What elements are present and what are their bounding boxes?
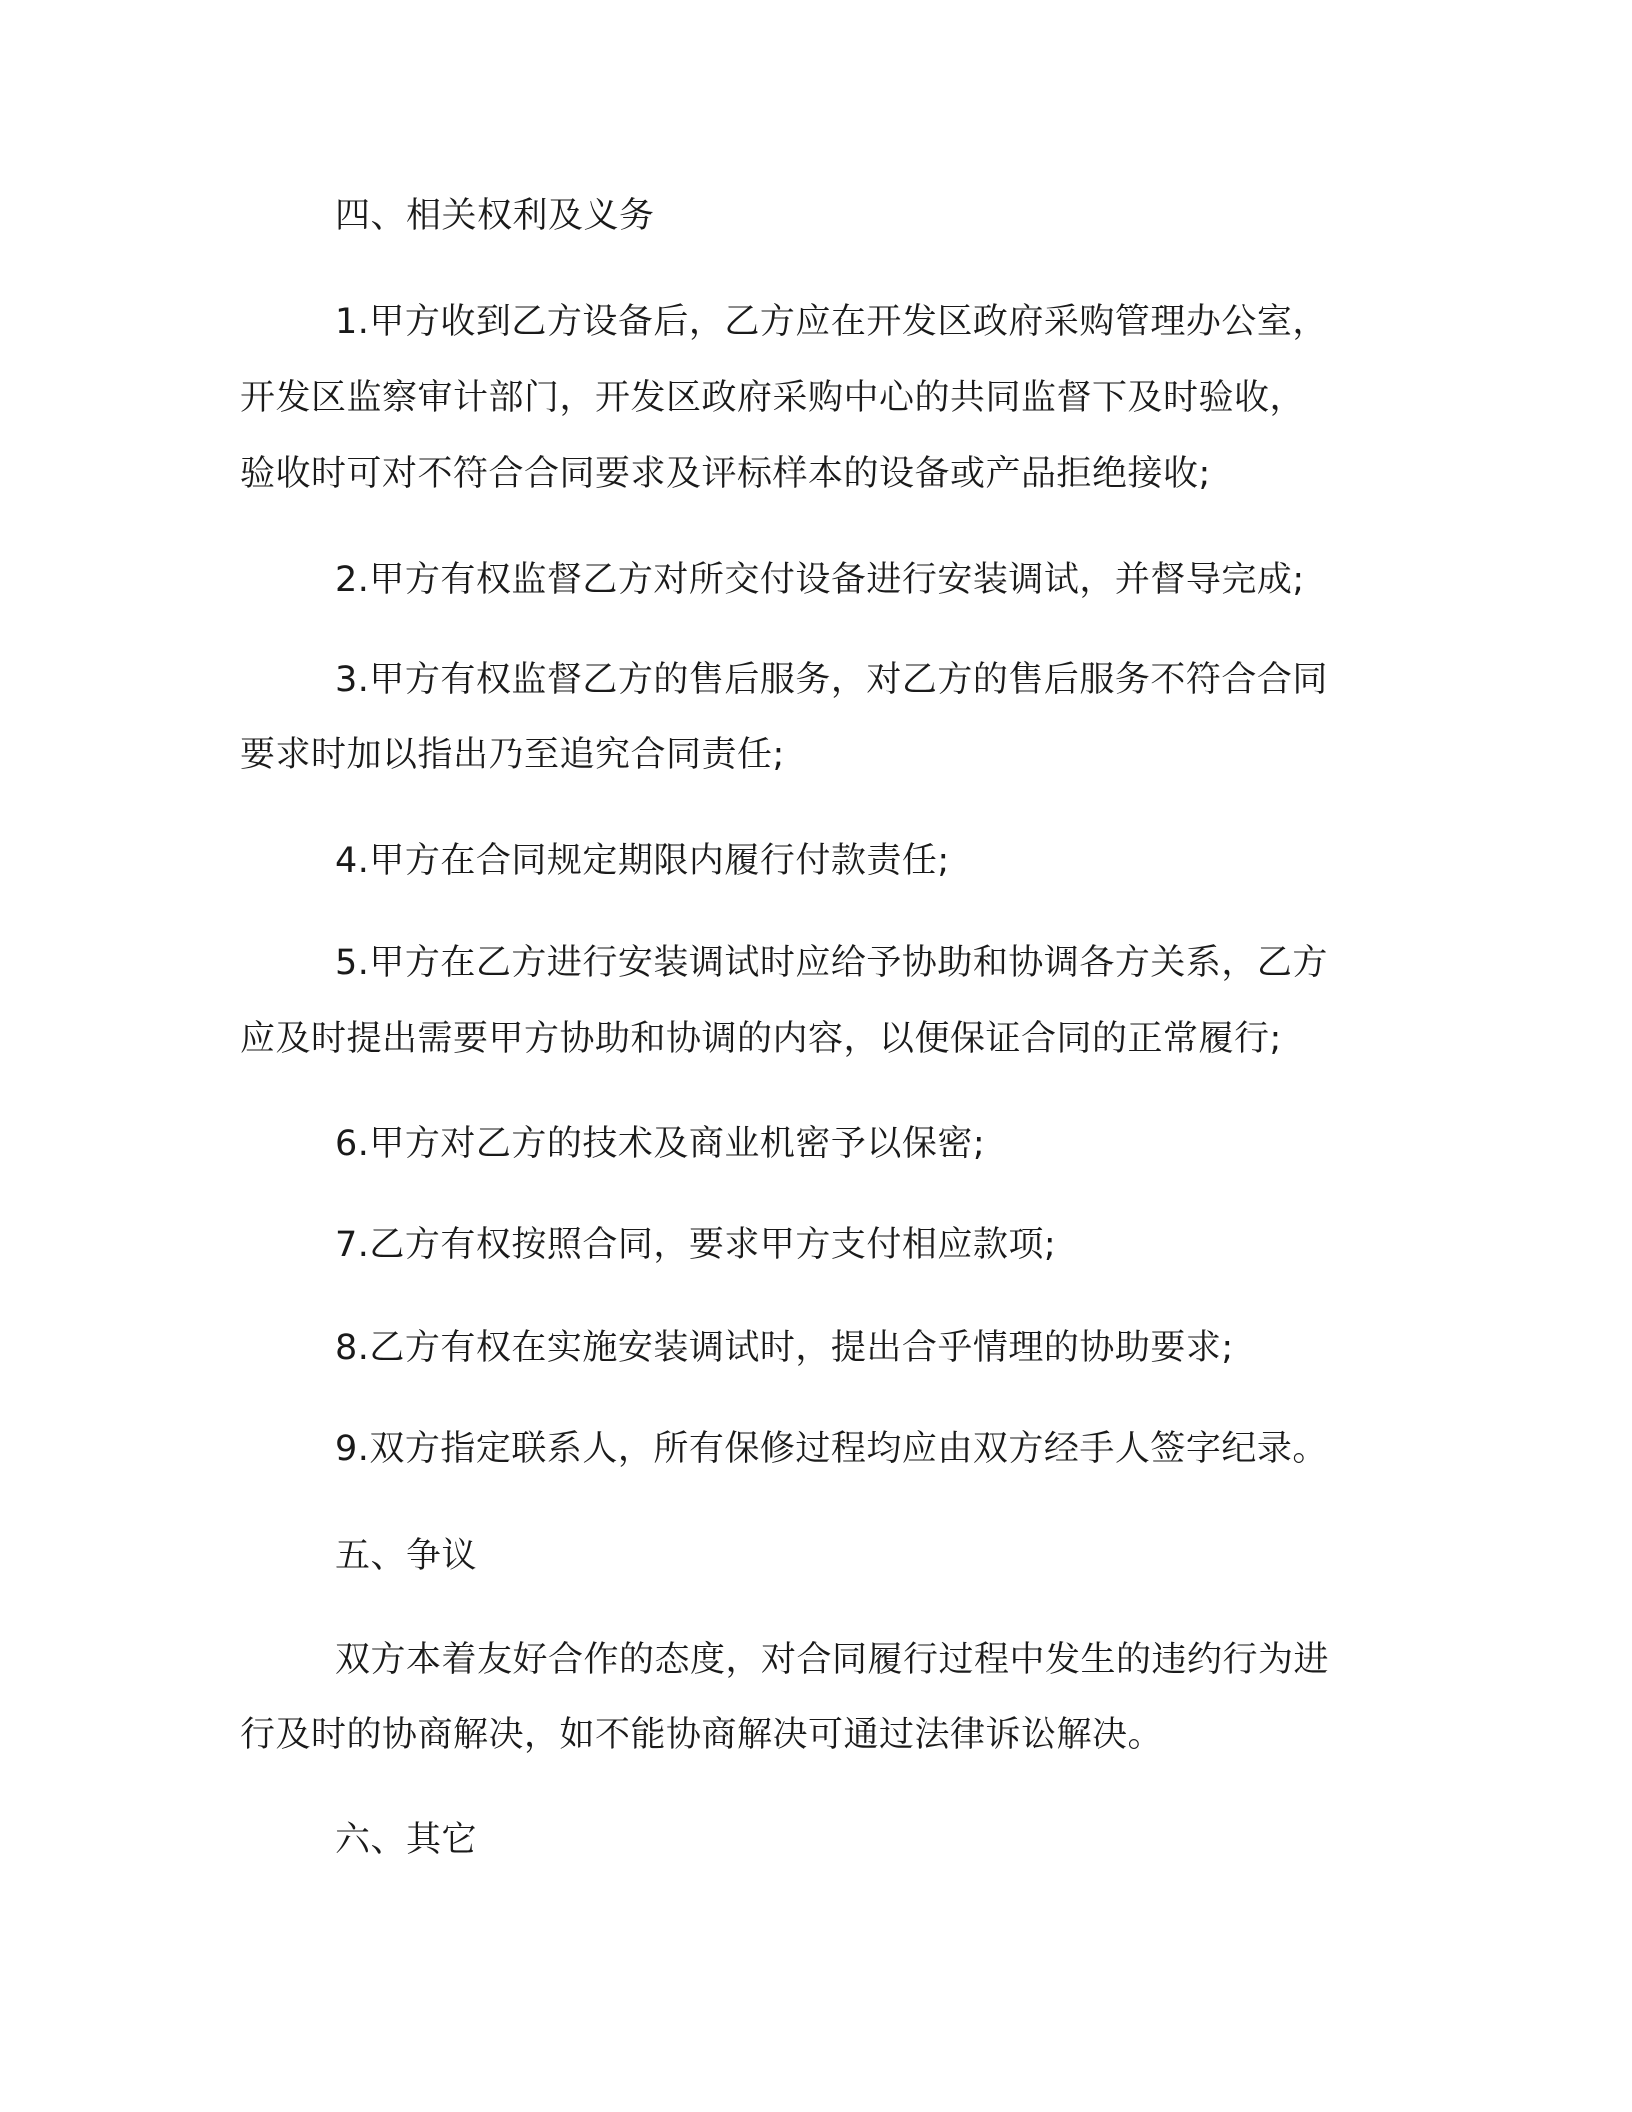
item-8: 8.乙方有权在实施安装调试时，提出合乎情理的协助要求; <box>335 1328 1234 1368</box>
item-4: 4.甲方在合同规定期限内履行付款责任; <box>335 841 950 881</box>
item-5-line-1: 5.甲方在乙方进行安装调试时应给予协助和协调各方关系，乙方 <box>335 943 1328 983</box>
item-1-line-1: 1.甲方收到乙方设备后，乙方应在开发区政府采购管理办公室， <box>335 302 1328 342</box>
item-5-line-2: 应及时提出需要甲方协助和协调的内容，以便保证合同的正常履行; <box>240 1019 1282 1059</box>
item-1-line-2: 开发区监察审计部门，开发区政府采购中心的共同监督下及时验收， <box>240 378 1306 418</box>
section-5-heading: 五、争议 <box>335 1536 478 1576</box>
item-1-line-3: 验收时可对不符合合同要求及评标样本的设备或产品拒绝接收; <box>240 454 1211 494</box>
item-3-line-1: 3.甲方有权监督乙方的售后服务，对乙方的售后服务不符合合同 <box>335 660 1328 700</box>
section-6-heading: 六、其它 <box>335 1820 478 1860</box>
section-5-body-line-2: 行及时的协商解决，如不能协商解决可通过法律诉讼解决。 <box>240 1715 1164 1755</box>
item-7: 7.乙方有权按照合同，要求甲方支付相应款项; <box>335 1225 1057 1265</box>
item-3-line-2: 要求时加以指出乃至追究合同责任; <box>240 735 785 775</box>
item-6: 6.甲方对乙方的技术及商业机密予以保密; <box>335 1124 986 1164</box>
section-4-heading: 四、相关权利及义务 <box>335 196 655 236</box>
item-9: 9.双方指定联系人，所有保修过程均应由双方经手人签字纪录。 <box>335 1429 1328 1469</box>
section-5-body-line-1: 双方本着友好合作的态度，对合同履行过程中发生的违约行为进 <box>335 1640 1330 1680</box>
item-2: 2.甲方有权监督乙方对所交付设备进行安装调试，并督导完成; <box>335 560 1305 600</box>
